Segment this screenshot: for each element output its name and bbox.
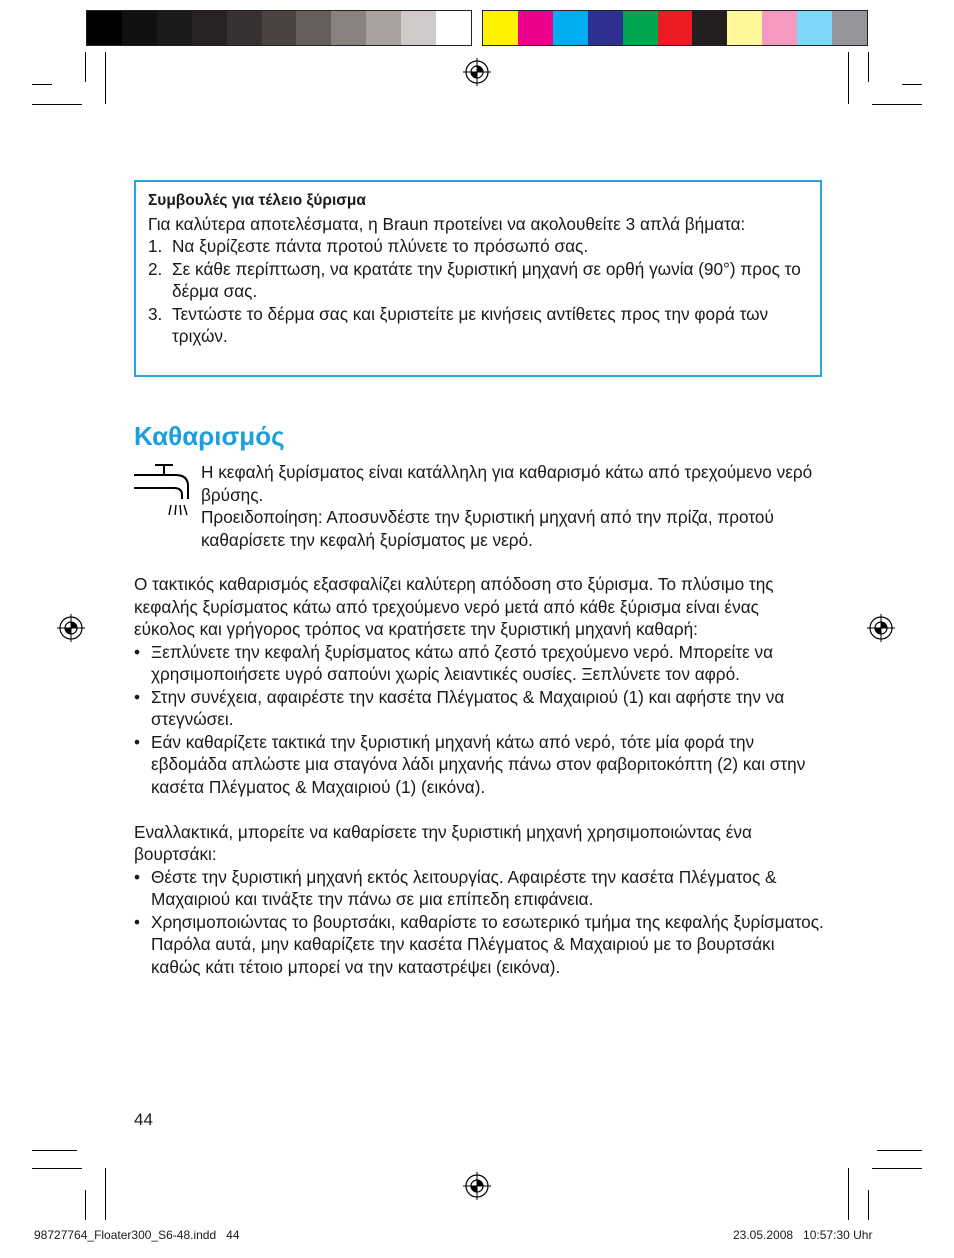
cleaning-warning: Προειδοποίηση: Αποσυνδέστε την ξυριστική μηχανή από την πρίζα, προτού καθαρίσετε την κεφαλή ξυρίσματος με νερό. <box>201 507 774 550</box>
crop-mark-top-right-v <box>848 52 849 104</box>
faucet-water-icon <box>134 462 190 520</box>
step-text: Να ξυρίζεστε πάντα προτού πλύνετε το πρόσωπό σας. <box>172 236 589 256</box>
bullet-symbol: • <box>134 866 141 887</box>
process-color-swatch <box>588 11 623 45</box>
page-number: 44 <box>134 1110 153 1129</box>
crop-mark-bottom-left-h2 <box>32 1150 77 1151</box>
crop-mark-bottom-right-v <box>848 1168 849 1220</box>
grayscale-swatch <box>436 11 471 45</box>
tips-box <box>134 180 822 377</box>
list-item-text: Ξεπλύνετε την κεφαλή ξυρίσματος κάτω από ζεστό τρεχούμενο νερό. Μπορείτε να χρησιμοποιήσετε υγρό σαπούνι χωρίς λειαντικές ουσίες. Ξεπλύνετε τον αφρό. <box>151 641 774 684</box>
bullet-symbol: • <box>134 911 141 932</box>
crop-mark-bottom-right-h2 <box>877 1150 922 1151</box>
cleaning-body <box>134 573 824 978</box>
list-item <box>134 686 824 731</box>
tips-title: Συμβουλές για τέλειο ξύρισμα <box>148 192 366 209</box>
bullet-symbol: • <box>134 731 141 752</box>
crop-mark-bottom-right-h <box>872 1168 922 1169</box>
registration-mark-icon <box>57 614 85 642</box>
process-color-swatch <box>692 11 727 45</box>
section-heading: Καθαρισμός <box>134 421 285 451</box>
tips-step <box>148 235 808 258</box>
grayscale-swatch <box>366 11 401 45</box>
crop-mark-top-left-v <box>105 52 106 104</box>
tips-step <box>148 303 808 348</box>
registration-mark-icon <box>867 614 895 642</box>
crop-mark-bottom-right-v2 <box>868 1190 869 1220</box>
crop-mark-top-left-v2 <box>85 52 86 82</box>
list-item-text: Εάν καθαρίζετε τακτικά την ξυριστική μηχανή κάτω από νερό, τότε μία φορά την εβδομάδα απλώστε μια σταγόνα λάδι μηχανής πάνω στον φαβοριτοκόπτη (2) και στην κασέτα Πλέγματος & Μαχαιριού (1) (εικόνα). <box>151 731 806 797</box>
process-color-swatch <box>762 11 797 45</box>
list-item <box>134 911 824 979</box>
crop-mark-bottom-left-v2 <box>85 1190 86 1220</box>
grayscale-color-bar <box>86 10 472 46</box>
list-item <box>134 731 824 799</box>
registration-mark-icon <box>463 58 491 86</box>
crop-mark-bottom-left-h <box>32 1168 82 1169</box>
process-color-swatch <box>727 11 762 45</box>
list-item-text: Χρησιμοποιώντας το βουρτσάκι, καθαρίστε το εσωτερικό τμήμα της κεφαλής ξυρίσματος. Παρόλα αυτά, μην καθαρίζετε την κασέτα Πλέγματος & Μαχαιριού με το βουρτσάκι καθώς κάτι τέτοιο μπορεί να την καταστρέψει (εικόνα). <box>151 911 824 977</box>
list-item-text: Θέστε την ξυριστική μηχανή εκτός λειτουργίας. Αφαιρέστε την κασέτα Πλέγματος & Μαχαιριού και τινάξτε την πάνω σε μια επίπεδη επιφάνεια. <box>151 866 777 909</box>
step-text: Σε κάθε περίπτωση, να κρατάτε την ξυριστική μηχανή σε ορθή γωνία (90°) προς το δέρμα σας. <box>172 258 801 301</box>
bullet-symbol: • <box>134 641 141 662</box>
grayscale-swatch <box>262 11 297 45</box>
grayscale-swatch <box>296 11 331 45</box>
grayscale-swatch <box>227 11 262 45</box>
cleaning-paragraph: Εναλλακτικά, μπορείτε να καθαρίσετε την ξυριστική μηχανή χρησιμοποιώντας ένα βουρτσάκι: <box>134 821 752 864</box>
grayscale-swatch <box>157 11 192 45</box>
process-color-swatch <box>658 11 693 45</box>
process-color-swatch <box>518 11 553 45</box>
step-text: Τεντώστε το δέρμα σας και ξυριστείτε με κινήσεις αντίθετες προς την φορά των τριχών. <box>172 303 769 346</box>
cleaning-paragraph: Ο τακτικός καθαρισμός εξασφαλίζει καλύτερη απόδοση στο ξύρισμα. Το πλύσιμο της κεφαλής ξυρίσματος κάτω από τρεχούμενο νερό μετά από κάθε ξύρισμα είναι ένας εύκολος και γρήγορος τρόπος να κρατήσετε την ξυριστική μηχανή καθαρή: <box>134 574 774 639</box>
footer-timestamp: 23.05.2008 10:57:30 Uhr <box>733 1228 873 1242</box>
crop-mark-top-left-h2 <box>32 84 52 85</box>
cleaning-intro-line: Η κεφαλή ξυρίσματος είναι κατάλληλη για καθαρισμό κάτω από τρεχούμενο νερό βρύσης. <box>201 462 813 505</box>
crop-mark-bottom-left-v <box>105 1168 106 1220</box>
list-item <box>134 641 824 686</box>
footer-file-info: 98727764_Floater300_S6-48.indd 44 <box>34 1228 240 1242</box>
registration-mark-icon <box>463 1172 491 1200</box>
cleaning-intro <box>201 461 821 551</box>
bullet-symbol: • <box>134 686 141 707</box>
process-color-swatch <box>483 11 518 45</box>
list-item <box>134 866 824 911</box>
process-color-swatch <box>797 11 832 45</box>
list-item-text: Στην συνέχεια, αφαιρέστε την κασέτα Πλέγματος & Μαχαιριού (1) και αφήστε την να στεγνώσει. <box>151 686 785 729</box>
crop-mark-top-right-h <box>872 104 922 105</box>
process-color-swatch <box>832 11 867 45</box>
process-color-bar <box>482 10 868 46</box>
grayscale-swatch <box>401 11 436 45</box>
process-color-swatch <box>623 11 658 45</box>
process-color-swatch <box>553 11 588 45</box>
crop-mark-top-left-h <box>32 104 82 105</box>
step-number: 1. <box>148 236 163 256</box>
crop-mark-top-right-h2 <box>902 84 922 85</box>
step-number: 3. <box>148 303 163 324</box>
crop-mark-top-right-v2 <box>868 52 869 82</box>
grayscale-swatch <box>331 11 366 45</box>
grayscale-swatch <box>87 11 122 45</box>
step-number: 2. <box>148 258 163 279</box>
grayscale-swatch <box>122 11 157 45</box>
tips-intro: Για καλύτερα αποτελέσματα, η Braun προτείνει να ακολουθείτε 3 απλά βήματα: <box>148 213 746 234</box>
tips-step <box>148 258 808 303</box>
grayscale-swatch <box>192 11 227 45</box>
